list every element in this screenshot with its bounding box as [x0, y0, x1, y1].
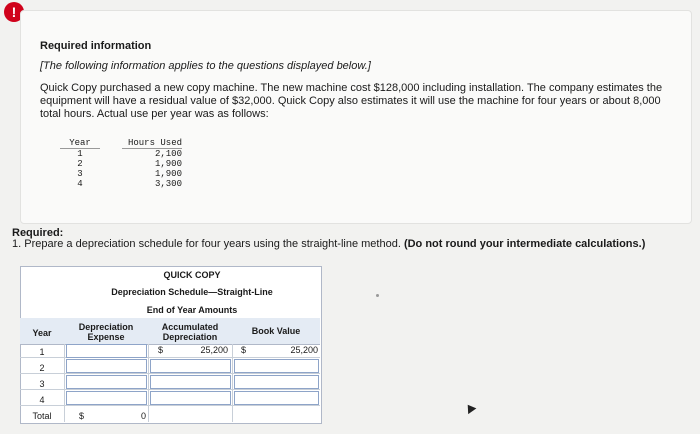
- year-cell: 1: [77, 149, 83, 159]
- depreciation-expense-input-year-2[interactable]: [66, 359, 147, 373]
- schedule-subtitle: Depreciation Schedule—Straight-Line: [111, 287, 273, 297]
- currency-symbol: $: [241, 345, 247, 355]
- row-divider: [20, 357, 320, 358]
- depreciation-expense-input-year-1[interactable]: [66, 344, 147, 358]
- year-row-label: 4: [39, 395, 45, 405]
- year-cell: 2: [77, 159, 83, 169]
- header-line: Depreciation: [162, 332, 218, 342]
- depreciation-expense-input-year-3[interactable]: [66, 375, 147, 389]
- row-divider: [20, 373, 320, 374]
- hours-header: Hours Used: [122, 138, 182, 149]
- initial-book-value: 25,200: [290, 345, 318, 355]
- currency-symbol: $: [158, 345, 164, 355]
- col-header-depreciation-expense: [64, 322, 148, 342]
- hours-cell: 2,100: [154, 149, 182, 159]
- book-value-input-year-4[interactable]: [234, 391, 319, 405]
- depreciation-expense-input-year-4[interactable]: [66, 391, 147, 405]
- header-line: Accumulated: [161, 322, 219, 332]
- schedule-band-label: End of Year Amounts: [146, 305, 238, 315]
- total-depreciation-value: 0: [140, 411, 146, 421]
- row-divider: [20, 405, 320, 406]
- col-header-accumulated-depreciation: [148, 322, 232, 342]
- year-cell: 3: [77, 169, 83, 179]
- currency-symbol: $: [79, 411, 85, 421]
- book-value-input-year-3[interactable]: [234, 375, 319, 389]
- question-text: [12, 238, 645, 250]
- hours-cell: 1,900: [154, 169, 182, 179]
- accumulated-depreciation-input-year-4[interactable]: [150, 391, 231, 405]
- exclamation-icon: !: [4, 2, 24, 22]
- year-header: Year: [60, 138, 100, 149]
- year-row-label: 2: [39, 363, 45, 373]
- info-note: [The following information applies to the questions displayed below.]: [40, 60, 371, 72]
- accumulated-depreciation-input-year-3[interactable]: [150, 375, 231, 389]
- hours-cell: 1,900: [154, 159, 182, 169]
- info-title: Required information: [40, 40, 152, 52]
- hours-column: [122, 138, 182, 189]
- header-line: Depreciation: [78, 322, 134, 332]
- year-column: [60, 138, 100, 189]
- year-row-label: 1: [39, 347, 45, 357]
- accumulated-depreciation-input-year-2[interactable]: [150, 359, 231, 373]
- col-header-year: Year: [32, 328, 52, 338]
- mouse-cursor-icon: [464, 402, 477, 414]
- year-row-label: 3: [39, 379, 45, 389]
- question-main: 1. Prepare a depreciation schedule for four years using the straight-line method.: [12, 238, 401, 250]
- decorative-dot: [376, 294, 379, 297]
- hours-cell: 3,300: [154, 179, 182, 189]
- required-label: Required:: [12, 227, 64, 239]
- column-divider: [148, 344, 149, 422]
- question-instruction: (Do not round your intermediate calculations.): [403, 238, 646, 250]
- column-divider: [232, 344, 233, 422]
- total-row-label: Total: [32, 411, 52, 421]
- year-cell: 4: [77, 179, 83, 189]
- initial-accumulated-value: 25,200: [200, 345, 228, 355]
- row-divider: [20, 389, 320, 390]
- info-paragraph: Quick Copy purchased a new copy machine. The new machine cost $128,000 including installation. The company estimates the equipment will have a residual value of $32,000. Quick Copy also estimates it will use the machine for four years or about 8,000 total hours. Actual use per year was as follows:: [40, 82, 663, 120]
- header-line: Expense: [87, 332, 125, 342]
- book-value-input-year-2[interactable]: [234, 359, 319, 373]
- col-header-book-value: Book Value: [251, 326, 301, 336]
- schedule-title: QUICK COPY: [163, 270, 221, 280]
- column-divider: [64, 344, 65, 422]
